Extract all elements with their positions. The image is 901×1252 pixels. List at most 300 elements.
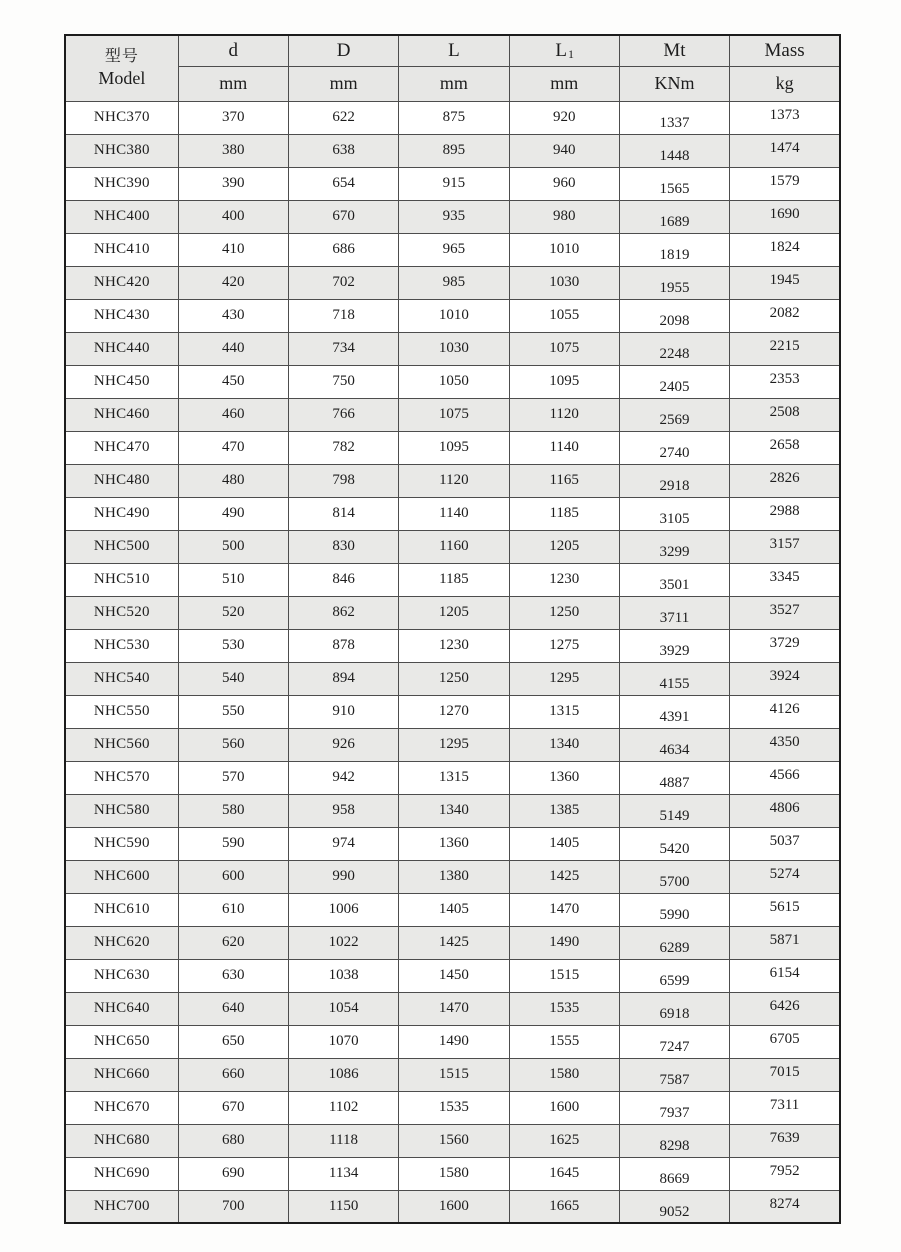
header-unit-Mt: KNm — [619, 66, 729, 101]
cell-Mt-value: 1337 — [659, 115, 690, 131]
cell-Mass — [730, 827, 840, 860]
cell-Mass-value: 3729 — [769, 635, 800, 651]
cell-L1: 1185 — [509, 497, 619, 530]
cell-Mt — [619, 167, 729, 200]
cell-Mt — [619, 530, 729, 563]
table-row — [65, 167, 840, 200]
cell-D: 798 — [288, 464, 398, 497]
cell-model: NHC570 — [65, 761, 178, 794]
cell-D: 750 — [288, 365, 398, 398]
cell-d: 620 — [178, 926, 288, 959]
cell-d: 480 — [178, 464, 288, 497]
cell-Mt-value: 7247 — [659, 1039, 690, 1055]
cell-Mass-value: 4126 — [769, 701, 800, 717]
cell-L: 1470 — [399, 992, 509, 1025]
cell-D: 1102 — [288, 1091, 398, 1124]
cell-Mass — [730, 728, 840, 761]
cell-model: NHC550 — [65, 695, 178, 728]
cell-Mass — [730, 860, 840, 893]
cell-L: 1425 — [399, 926, 509, 959]
cell-L1: 1360 — [509, 761, 619, 794]
cell-Mt-value: 3711 — [659, 610, 690, 626]
cell-d: 380 — [178, 134, 288, 167]
cell-Mt — [619, 926, 729, 959]
cell-Mt-value: 5149 — [659, 808, 690, 824]
cell-Mass-value: 5871 — [769, 932, 800, 948]
cell-d: 550 — [178, 695, 288, 728]
cell-model: NHC420 — [65, 266, 178, 299]
cell-L1: 1600 — [509, 1091, 619, 1124]
cell-Mt-value: 8298 — [659, 1138, 690, 1154]
cell-model: NHC470 — [65, 431, 178, 464]
cell-D: 958 — [288, 794, 398, 827]
cell-L1: 1165 — [509, 464, 619, 497]
cell-Mt-value: 1689 — [659, 214, 690, 230]
cell-model: NHC400 — [65, 200, 178, 233]
cell-L1: 1010 — [509, 233, 619, 266]
cell-Mt — [619, 992, 729, 1025]
cell-Mass — [730, 365, 840, 398]
cell-D: 814 — [288, 497, 398, 530]
table-row — [65, 992, 840, 1025]
cell-Mt — [619, 200, 729, 233]
cell-L: 935 — [399, 200, 509, 233]
cell-Mass-value: 2353 — [769, 371, 800, 387]
cell-Mass — [730, 1190, 840, 1223]
cell-L1: 1490 — [509, 926, 619, 959]
cell-Mt — [619, 101, 729, 134]
cell-L: 1160 — [399, 530, 509, 563]
header-unit-Mass: kg — [730, 66, 840, 101]
cell-model: NHC490 — [65, 497, 178, 530]
cell-Mt-value: 4887 — [659, 775, 690, 791]
cell-d: 510 — [178, 563, 288, 596]
header-col-d — [178, 35, 288, 66]
cell-d: 600 — [178, 860, 288, 893]
cell-L1: 1425 — [509, 860, 619, 893]
cell-Mt-value: 4634 — [659, 742, 690, 758]
cell-Mt — [619, 431, 729, 464]
cell-model: NHC620 — [65, 926, 178, 959]
cell-model: NHC680 — [65, 1124, 178, 1157]
cell-D: 910 — [288, 695, 398, 728]
cell-Mt-value: 3299 — [659, 544, 690, 560]
cell-L: 1095 — [399, 431, 509, 464]
cell-D: 862 — [288, 596, 398, 629]
cell-d: 470 — [178, 431, 288, 464]
cell-D: 638 — [288, 134, 398, 167]
cell-d: 450 — [178, 365, 288, 398]
cell-L1: 1555 — [509, 1025, 619, 1058]
cell-Mass — [730, 497, 840, 530]
cell-model: NHC630 — [65, 959, 178, 992]
header-unit-D: mm — [288, 66, 398, 101]
cell-d: 560 — [178, 728, 288, 761]
table-row — [65, 596, 840, 629]
cell-Mt-value: 1565 — [659, 181, 690, 197]
cell-D: 830 — [288, 530, 398, 563]
cell-Mt-value: 9052 — [659, 1203, 690, 1220]
cell-D: 782 — [288, 431, 398, 464]
cell-L1: 940 — [509, 134, 619, 167]
cell-Mt — [619, 596, 729, 629]
cell-Mass — [730, 200, 840, 233]
cell-L1: 1230 — [509, 563, 619, 596]
cell-Mt — [619, 563, 729, 596]
cell-L1: 980 — [509, 200, 619, 233]
cell-d: 660 — [178, 1058, 288, 1091]
table-body — [65, 101, 840, 1223]
table-row — [65, 827, 840, 860]
table-row — [65, 926, 840, 959]
table-row — [65, 299, 840, 332]
cell-L1: 1580 — [509, 1058, 619, 1091]
table-row — [65, 332, 840, 365]
cell-Mt — [619, 365, 729, 398]
cell-Mass-value: 7015 — [769, 1064, 800, 1080]
cell-Mass-value: 1373 — [769, 107, 800, 123]
header-label: Mass — [764, 39, 805, 61]
cell-Mt-value: 7937 — [659, 1105, 690, 1121]
cell-L: 1270 — [399, 695, 509, 728]
cell-model: NHC560 — [65, 728, 178, 761]
cell-Mt-value: 8669 — [659, 1171, 690, 1187]
cell-L: 1250 — [399, 662, 509, 695]
cell-Mass-value: 1579 — [769, 173, 800, 189]
cell-d: 540 — [178, 662, 288, 695]
cell-d: 370 — [178, 101, 288, 134]
table-row — [65, 101, 840, 134]
cell-D: 622 — [288, 101, 398, 134]
cell-Mass-value: 7952 — [769, 1163, 800, 1179]
table-row — [65, 398, 840, 431]
cell-d: 410 — [178, 233, 288, 266]
cell-Mt — [619, 893, 729, 926]
cell-Mt — [619, 761, 729, 794]
cell-L1: 1205 — [509, 530, 619, 563]
cell-L1: 1535 — [509, 992, 619, 1025]
cell-D: 1054 — [288, 992, 398, 1025]
cell-Mt — [619, 332, 729, 365]
table-row — [65, 563, 840, 596]
cell-L1: 1140 — [509, 431, 619, 464]
cell-Mass-value: 1474 — [769, 140, 800, 156]
header-model-en: Model — [98, 68, 146, 88]
cell-D: 670 — [288, 200, 398, 233]
cell-Mass — [730, 1124, 840, 1157]
cell-Mt-value: 7587 — [659, 1072, 690, 1088]
cell-Mass — [730, 926, 840, 959]
cell-D: 894 — [288, 662, 398, 695]
header-label: D — [336, 39, 351, 61]
header-col-L1 — [509, 35, 619, 66]
cell-d: 640 — [178, 992, 288, 1025]
cell-Mass-value: 6705 — [769, 1031, 800, 1047]
table-row — [65, 728, 840, 761]
cell-L: 1120 — [399, 464, 509, 497]
cell-Mt-value: 2248 — [659, 346, 690, 362]
cell-L: 1010 — [399, 299, 509, 332]
cell-L: 1230 — [399, 629, 509, 662]
header-label: Mt — [663, 39, 686, 61]
cell-Mt — [619, 299, 729, 332]
header-label-subscript: 1 — [568, 46, 574, 61]
cell-D: 766 — [288, 398, 398, 431]
cell-Mass — [730, 992, 840, 1025]
cell-D: 942 — [288, 761, 398, 794]
cell-Mt — [619, 497, 729, 530]
cell-d: 650 — [178, 1025, 288, 1058]
cell-model: NHC590 — [65, 827, 178, 860]
cell-model: NHC440 — [65, 332, 178, 365]
table-row — [65, 233, 840, 266]
cell-model: NHC600 — [65, 860, 178, 893]
cell-model: NHC460 — [65, 398, 178, 431]
cell-L1: 1665 — [509, 1190, 619, 1223]
cell-Mass — [730, 761, 840, 794]
cell-L: 1340 — [399, 794, 509, 827]
cell-d: 430 — [178, 299, 288, 332]
cell-Mass-value: 2082 — [769, 305, 800, 321]
spec-table — [64, 34, 841, 1224]
table-row — [65, 1190, 840, 1223]
cell-Mass — [730, 1157, 840, 1190]
cell-Mass-value: 7311 — [769, 1097, 800, 1113]
header-row-labels — [65, 35, 840, 66]
cell-model: NHC390 — [65, 167, 178, 200]
cell-Mt-value: 2740 — [659, 445, 690, 461]
cell-d: 570 — [178, 761, 288, 794]
table-row — [65, 134, 840, 167]
cell-Mt — [619, 1091, 729, 1124]
cell-d: 400 — [178, 200, 288, 233]
cell-Mt — [619, 662, 729, 695]
cell-L: 1580 — [399, 1157, 509, 1190]
cell-Mass — [730, 530, 840, 563]
cell-L: 985 — [399, 266, 509, 299]
cell-Mt — [619, 1124, 729, 1157]
cell-L1: 960 — [509, 167, 619, 200]
cell-Mass-value: 6426 — [769, 998, 800, 1014]
cell-Mt-value: 6289 — [659, 940, 690, 956]
cell-Mass — [730, 893, 840, 926]
cell-Mass — [730, 299, 840, 332]
table-row — [65, 629, 840, 662]
cell-Mt — [619, 266, 729, 299]
table-row — [65, 1157, 840, 1190]
cell-d: 390 — [178, 167, 288, 200]
cell-model: NHC610 — [65, 893, 178, 926]
cell-L: 1295 — [399, 728, 509, 761]
cell-Mt — [619, 134, 729, 167]
cell-D: 846 — [288, 563, 398, 596]
table-row — [65, 893, 840, 926]
cell-Mass — [730, 1025, 840, 1058]
cell-L: 1380 — [399, 860, 509, 893]
header-col-Mt — [619, 35, 729, 66]
cell-model: NHC530 — [65, 629, 178, 662]
cell-L: 1405 — [399, 893, 509, 926]
table-row — [65, 860, 840, 893]
cell-Mt-value: 1448 — [659, 148, 690, 164]
table-row — [65, 1124, 840, 1157]
cell-Mt — [619, 827, 729, 860]
cell-Mass-value: 4806 — [769, 800, 800, 816]
cell-L1: 1515 — [509, 959, 619, 992]
cell-Mass — [730, 431, 840, 464]
cell-Mass — [730, 959, 840, 992]
cell-D: 1022 — [288, 926, 398, 959]
table-row — [65, 794, 840, 827]
table-row — [65, 662, 840, 695]
cell-Mt-value: 3929 — [659, 643, 690, 659]
cell-L: 875 — [399, 101, 509, 134]
cell-L: 1360 — [399, 827, 509, 860]
cell-model: NHC380 — [65, 134, 178, 167]
cell-Mass-value: 5274 — [769, 866, 800, 882]
cell-D: 1070 — [288, 1025, 398, 1058]
cell-Mass — [730, 167, 840, 200]
cell-d: 440 — [178, 332, 288, 365]
cell-model: NHC450 — [65, 365, 178, 398]
cell-Mass — [730, 101, 840, 134]
cell-D: 926 — [288, 728, 398, 761]
header-col-L — [399, 35, 509, 66]
header-unit-L: mm — [399, 66, 509, 101]
cell-model: NHC700 — [65, 1190, 178, 1223]
cell-Mass-value: 4350 — [769, 734, 800, 750]
cell-L1: 1385 — [509, 794, 619, 827]
cell-model: NHC410 — [65, 233, 178, 266]
cell-Mt-value: 2405 — [659, 379, 690, 395]
cell-Mass-value: 5037 — [769, 833, 800, 849]
cell-L: 1515 — [399, 1058, 509, 1091]
cell-Mass — [730, 1058, 840, 1091]
cell-D: 702 — [288, 266, 398, 299]
table-row — [65, 530, 840, 563]
cell-model: NHC670 — [65, 1091, 178, 1124]
cell-Mt — [619, 629, 729, 662]
cell-D: 1150 — [288, 1190, 398, 1223]
cell-L1: 1470 — [509, 893, 619, 926]
cell-Mass-value: 2988 — [769, 503, 800, 519]
cell-d: 460 — [178, 398, 288, 431]
cell-L1: 1030 — [509, 266, 619, 299]
cell-Mass-value: 1945 — [769, 272, 800, 288]
cell-D: 1038 — [288, 959, 398, 992]
cell-model: NHC370 — [65, 101, 178, 134]
cell-Mt — [619, 398, 729, 431]
cell-Mt — [619, 860, 729, 893]
cell-Mt — [619, 959, 729, 992]
cell-Mass-value: 5615 — [769, 899, 800, 915]
cell-d: 520 — [178, 596, 288, 629]
cell-d: 700 — [178, 1190, 288, 1223]
cell-Mt-value: 2918 — [659, 478, 690, 494]
table-row — [65, 761, 840, 794]
table-row — [65, 365, 840, 398]
header-model — [65, 35, 178, 101]
cell-Mt-value: 4391 — [659, 709, 690, 725]
cell-Mass-value: 2658 — [769, 437, 800, 453]
cell-model: NHC510 — [65, 563, 178, 596]
cell-Mass-value: 8274 — [769, 1195, 800, 1212]
cell-L: 915 — [399, 167, 509, 200]
cell-model: NHC520 — [65, 596, 178, 629]
cell-Mt — [619, 794, 729, 827]
cell-Mt-value: 3105 — [659, 511, 690, 527]
cell-Mass-value: 2826 — [769, 470, 800, 486]
cell-d: 630 — [178, 959, 288, 992]
cell-L: 1450 — [399, 959, 509, 992]
cell-L: 1075 — [399, 398, 509, 431]
cell-Mt-value: 3501 — [659, 577, 690, 593]
table-row — [65, 464, 840, 497]
cell-Mass — [730, 266, 840, 299]
cell-Mass-value: 2508 — [769, 404, 800, 420]
cell-Mt-value: 2569 — [659, 412, 690, 428]
cell-D: 654 — [288, 167, 398, 200]
cell-L: 1600 — [399, 1190, 509, 1223]
cell-Mt — [619, 728, 729, 761]
cell-Mt — [619, 1157, 729, 1190]
cell-D: 686 — [288, 233, 398, 266]
cell-d: 530 — [178, 629, 288, 662]
cell-d: 580 — [178, 794, 288, 827]
cell-Mass — [730, 332, 840, 365]
cell-Mt-value: 5990 — [659, 907, 690, 923]
cell-L1: 1405 — [509, 827, 619, 860]
cell-Mass — [730, 134, 840, 167]
cell-model: NHC430 — [65, 299, 178, 332]
cell-Mass-value: 7639 — [769, 1130, 800, 1146]
header-label: L — [555, 39, 567, 61]
cell-Mt — [619, 1025, 729, 1058]
cell-D: 990 — [288, 860, 398, 893]
header-col-D — [288, 35, 398, 66]
cell-d: 500 — [178, 530, 288, 563]
cell-L1: 1075 — [509, 332, 619, 365]
cell-Mass — [730, 233, 840, 266]
cell-d: 670 — [178, 1091, 288, 1124]
cell-D: 1118 — [288, 1124, 398, 1157]
cell-Mass-value: 1690 — [769, 206, 800, 222]
cell-model: NHC690 — [65, 1157, 178, 1190]
header-unit-L1: mm — [509, 66, 619, 101]
cell-Mass-value: 3924 — [769, 668, 800, 684]
table-row — [65, 497, 840, 530]
cell-model: NHC640 — [65, 992, 178, 1025]
table-row — [65, 266, 840, 299]
cell-model: NHC480 — [65, 464, 178, 497]
table-row — [65, 1058, 840, 1091]
cell-L: 965 — [399, 233, 509, 266]
cell-d: 490 — [178, 497, 288, 530]
cell-D: 1134 — [288, 1157, 398, 1190]
cell-d: 420 — [178, 266, 288, 299]
cell-model: NHC540 — [65, 662, 178, 695]
cell-Mass-value: 3527 — [769, 602, 800, 618]
cell-Mt-value: 5700 — [659, 874, 690, 890]
cell-L: 1050 — [399, 365, 509, 398]
cell-Mass-value: 3157 — [769, 536, 800, 552]
cell-Mass-value: 2215 — [769, 338, 800, 354]
cell-Mass — [730, 1091, 840, 1124]
table-row — [65, 959, 840, 992]
cell-L1: 1275 — [509, 629, 619, 662]
cell-L: 1140 — [399, 497, 509, 530]
cell-L: 1490 — [399, 1025, 509, 1058]
